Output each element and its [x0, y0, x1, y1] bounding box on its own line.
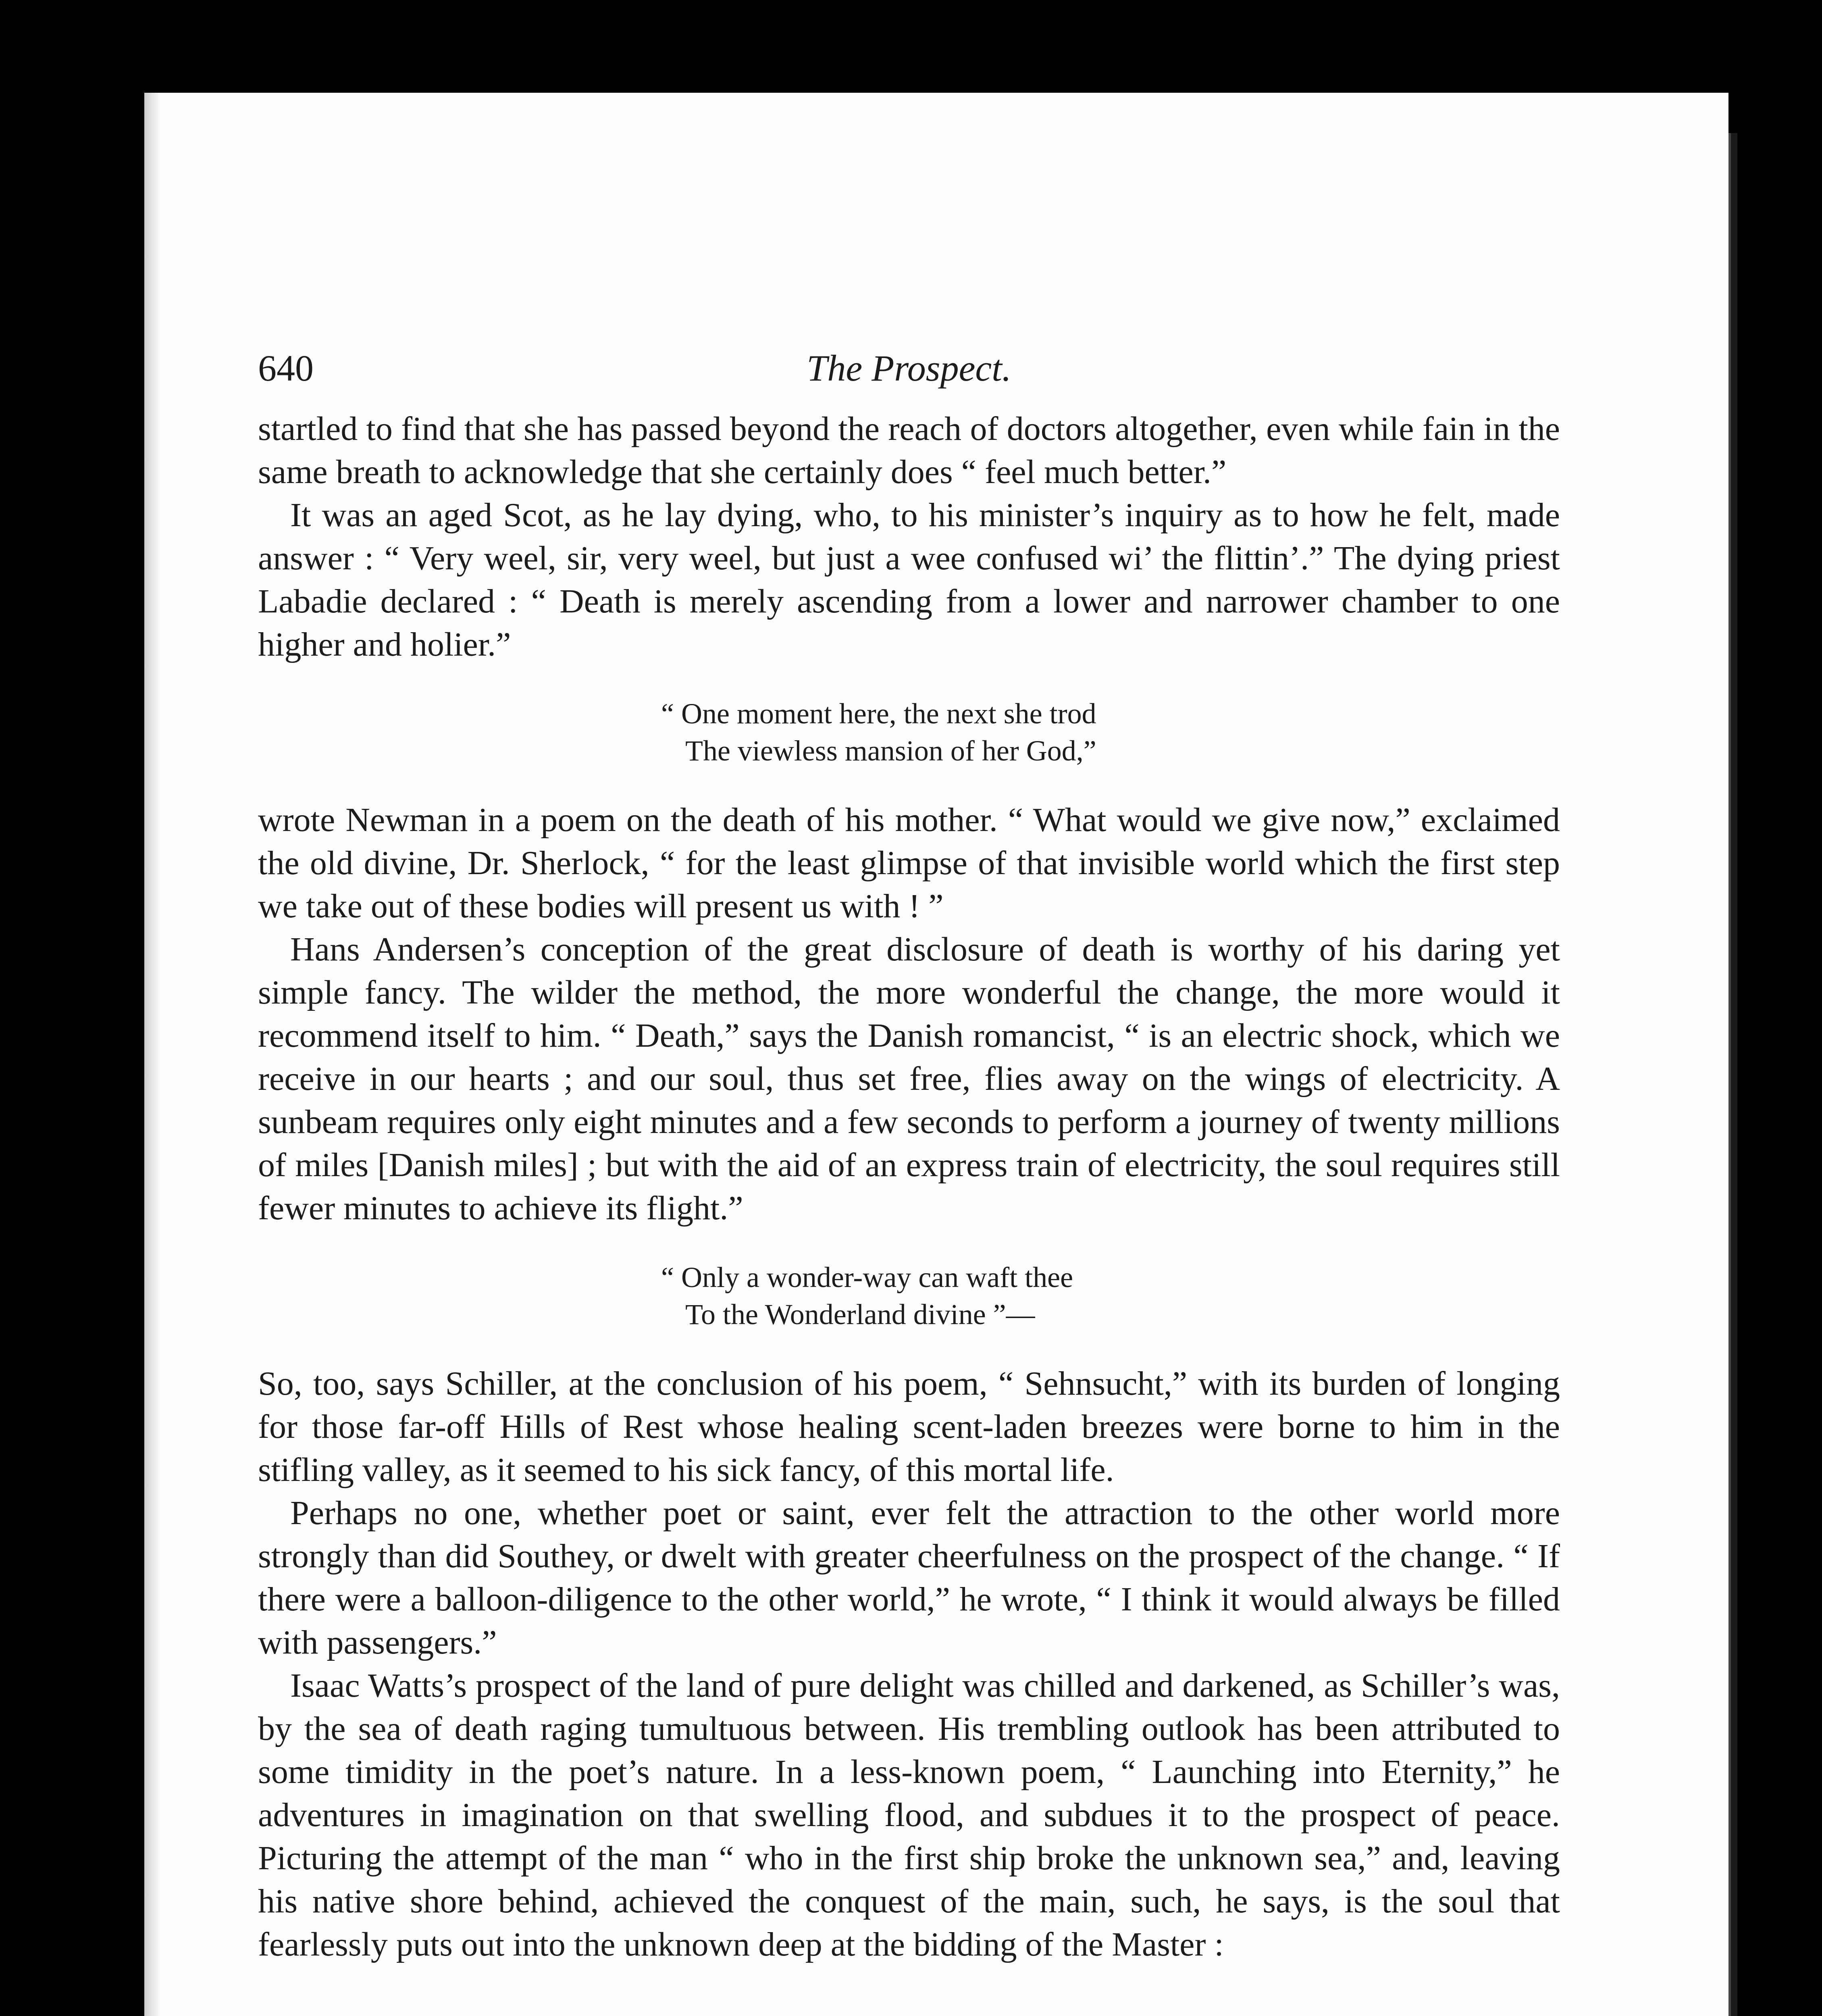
paragraph-5: So, too, says Schiller, at the conclusion of his poem, “ Sehnsucht,” with its burden of longing for those far-off Hills of Rest whose healing scent-laden breezes were borne to him in the stifling valley, as it seemed to his sick fancy, of this mortal life. [258, 1365, 1560, 1489]
page-number: 640 [258, 348, 314, 389]
verse-quote-1 [258, 695, 1560, 769]
scan-background [1737, 133, 1822, 2016]
verse-line: “ One moment here, the next she trod [661, 698, 1096, 730]
page-gutter-shadow [144, 93, 160, 2016]
paragraph-2: It was an aged Scot, as he lay dying, who, to his minister’s inquiry as to how he felt, made answer : “ Very weel, sir, very weel, but just a wee confused wi’ the flittin’.” The dying priest Labadie declared : “ Death is merely ascending from a lower and narrower chamber to one higher and holier.” [258, 496, 1560, 663]
verse-quote-2 [258, 1259, 1560, 1333]
running-head [258, 347, 1560, 407]
running-title: The Prospect. [807, 348, 1011, 389]
verse-line: The viewless mansion of her God,” [685, 735, 1096, 767]
paragraph-1: startled to find that she has passed beyond the reach of doctors altogether, even while fain in the same breath to acknowledge that she certainly does “ feel much better.” [258, 410, 1560, 491]
paragraph-3: wrote Newman in a poem on the death of his mother. “ What would we give now,” exclaimed the old divine, Dr. Sherlock, “ for the least glimpse of that invisible world which the first step we take out of these bodies will present us with ! ” [258, 801, 1560, 925]
verse-line: “ Only a wonder-way can waft thee [661, 1261, 1073, 1293]
verse-line: To the Wonderland divine ”— [685, 1298, 1035, 1331]
paragraph-6: Perhaps no one, whether poet or saint, ever felt the attraction to the other world more strongly than did Southey, or dwelt with greater cheerfulness on the prospect of the change. “ If there were a balloon-diligence to the other world,” he wrote, “ I think it would always be filled with passengers.” [258, 1494, 1560, 1661]
paragraph-4: Hans Andersen’s conception of the great disclosure of death is worthy of his daring yet simple fancy. The wilder the method, the more wonderful the change, the more would it recommend itself to him. “ Death,” says the Danish romancist, “ is an electric shock, which we receive in our hearts ; and our soul, thus set free, flies away on the wings of electricity. A sunbeam requires only eight minutes and a few seconds to perform a journey of twenty millions of miles [Danish miles] ; but with the aid of an express train of electricity, the soul requires still fewer minutes to achieve its flight.” [258, 931, 1560, 1227]
page-content [258, 347, 1560, 1966]
paragraph-7: Isaac Watts’s prospect of the land of pure delight was chilled and darkened, as Schiller’s was, by the sea of death raging tumultuous between. His trembling outlook has been attributed to some timidity in the poet’s nature. In a less-known poem, “ Launching into Eternity,” he adventures in imagination on that swelling flood, and subdues it to the prospect of peace. Picturing the attempt of the man “ who in the first ship broke the unknown sea,” and, leaving his native shore behind, achieved the conquest of the main, such, he says, is the soul that fearlessly puts out into the unknown deep at the bidding of the Master : [258, 1667, 1560, 1963]
